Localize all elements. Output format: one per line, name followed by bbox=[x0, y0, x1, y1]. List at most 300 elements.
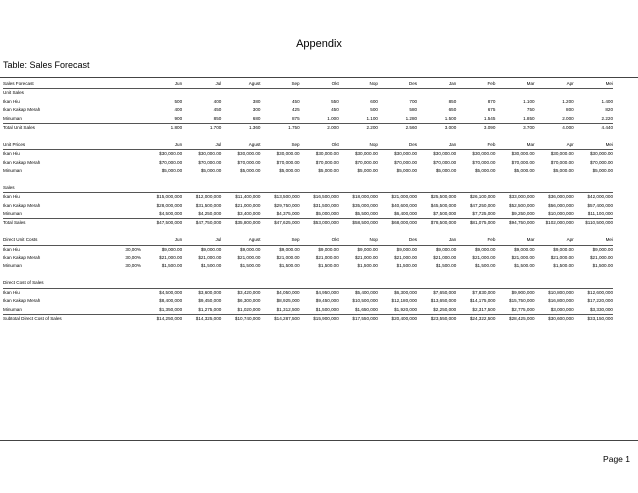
value-cell: $3,400,000 bbox=[237, 211, 261, 217]
month-header: Nop bbox=[339, 236, 378, 245]
month-header bbox=[535, 279, 574, 288]
month-header: Feb bbox=[456, 236, 495, 245]
section-title: Sales bbox=[3, 184, 103, 193]
value-cell: $5,000.00 bbox=[435, 168, 457, 174]
total-value-cell: $28,425,000 bbox=[495, 314, 534, 323]
total-value-cell: $14,325,000 bbox=[182, 314, 221, 323]
value-cell: $9,000.00 bbox=[514, 246, 535, 252]
value-cell: $5,000.00 bbox=[474, 168, 496, 174]
month-header: Okt bbox=[300, 141, 339, 150]
total-value-cell: $33,150,000 bbox=[574, 314, 613, 323]
value-cell: $3,000,000 bbox=[550, 306, 574, 312]
sales-forecast-table bbox=[3, 80, 613, 323]
value-cell: $7,500,000 bbox=[433, 211, 457, 217]
value-cell: 650 bbox=[448, 107, 457, 113]
value-cell: $21,000,000 bbox=[391, 194, 418, 200]
value-cell: $13,650,000 bbox=[430, 298, 457, 304]
total-value-cell: $14,287,500 bbox=[260, 314, 299, 323]
section-subheader-row bbox=[3, 89, 613, 98]
value-cell: $9,000.00 bbox=[553, 246, 574, 252]
value-cell: $30,000.00 bbox=[354, 151, 378, 157]
value-cell: $29,750,000 bbox=[274, 202, 300, 208]
row-label: Minuman bbox=[3, 263, 22, 269]
month-header: Okt bbox=[300, 80, 339, 89]
row-percent bbox=[103, 202, 143, 210]
spacer-cell bbox=[3, 228, 613, 236]
total-value-cell: $58,500,000 bbox=[339, 219, 378, 228]
month-header: Apr bbox=[535, 141, 574, 150]
month-header bbox=[221, 279, 260, 288]
value-cell: $1,500.00 bbox=[514, 263, 535, 269]
month-header: Jan bbox=[417, 80, 456, 89]
value-cell: $5,000.00 bbox=[514, 168, 535, 174]
value-cell: $3,600,000 bbox=[198, 289, 222, 295]
month-header bbox=[456, 279, 495, 288]
row-percent: 30,00% bbox=[125, 263, 141, 269]
value-cell: 675 bbox=[487, 107, 496, 113]
value-cell: $1,500.00 bbox=[474, 263, 496, 269]
value-cell: $21,000.00 bbox=[511, 255, 535, 261]
month-header: Mei bbox=[574, 80, 613, 89]
total-value-cell: $10,740,000 bbox=[221, 314, 260, 323]
value-cell: 450 bbox=[331, 107, 339, 113]
section-pct-header bbox=[103, 141, 143, 150]
total-value-cell: 1.750 bbox=[260, 124, 299, 133]
total-value-cell: $47,625,000 bbox=[260, 219, 299, 228]
row-label: Ikan Hiu bbox=[3, 151, 20, 157]
value-cell: $5,000.00 bbox=[357, 168, 378, 174]
row-percent bbox=[103, 115, 143, 124]
row-percent bbox=[103, 150, 143, 159]
table-row bbox=[3, 245, 613, 254]
row-percent: 30,00% bbox=[125, 246, 141, 252]
value-cell: 1.000 bbox=[327, 115, 339, 121]
value-cell: 870 bbox=[487, 98, 496, 104]
value-cell: $1,500.00 bbox=[396, 263, 418, 269]
value-cell: $12,000,000 bbox=[195, 194, 222, 200]
value-cell: 1.100 bbox=[523, 98, 535, 104]
row-label: Ikan Hiu bbox=[3, 246, 20, 252]
row-percent bbox=[103, 159, 143, 167]
spacer-row bbox=[3, 132, 613, 140]
table-row bbox=[3, 106, 613, 114]
value-cell: $1,312,500 bbox=[276, 306, 300, 312]
value-cell: $21,000.00 bbox=[354, 255, 378, 261]
total-value-cell: $94,750,000 bbox=[495, 219, 534, 228]
section-title: Unit Prices bbox=[3, 141, 103, 150]
value-cell: $1,500.00 bbox=[318, 263, 339, 269]
total-value-cell: 2.200 bbox=[339, 124, 378, 133]
total-row bbox=[3, 219, 613, 228]
value-cell: $70,000.00 bbox=[354, 159, 378, 165]
value-cell: $1,500.00 bbox=[161, 263, 183, 269]
section-header-row bbox=[3, 80, 613, 89]
sheet-bottom-rule bbox=[0, 440, 638, 441]
row-percent bbox=[103, 98, 143, 106]
value-cell: $9,450,000 bbox=[315, 298, 339, 304]
value-cell: $33,000,000 bbox=[509, 194, 535, 200]
value-cell: 380 bbox=[252, 98, 261, 104]
value-cell: $10,800,000 bbox=[548, 289, 574, 295]
value-cell: $26,100,000 bbox=[469, 194, 496, 200]
value-cell: $2,317,500 bbox=[472, 306, 496, 312]
total-value-cell: 4.440 bbox=[574, 124, 613, 133]
value-cell: $21,000.00 bbox=[472, 255, 496, 261]
row-label: Minuman bbox=[3, 306, 22, 312]
table-row bbox=[3, 98, 613, 106]
table-row bbox=[3, 193, 613, 202]
total-value-cell: $68,000,000 bbox=[378, 219, 417, 228]
row-percent bbox=[103, 297, 143, 305]
total-value-cell: 1.700 bbox=[182, 124, 221, 133]
value-cell: 580 bbox=[409, 107, 418, 113]
value-cell: $16,800,000 bbox=[548, 298, 574, 304]
total-value-cell: $14,250,000 bbox=[143, 314, 182, 323]
value-cell: $30,000.00 bbox=[159, 151, 183, 157]
value-cell: $9,000.00 bbox=[396, 246, 418, 252]
value-cell: $10,000,000 bbox=[548, 211, 574, 217]
value-cell: 1.200 bbox=[562, 98, 574, 104]
section-header-row bbox=[3, 141, 613, 150]
month-header bbox=[339, 184, 378, 193]
value-cell: $70,000.00 bbox=[433, 159, 457, 165]
value-cell: $7,830,000 bbox=[472, 289, 496, 295]
value-cell: $4,500,000 bbox=[159, 211, 183, 217]
value-cell: $2,775,000 bbox=[511, 306, 535, 312]
row-label: Minuman bbox=[3, 115, 22, 121]
value-cell: $31,500,000 bbox=[195, 202, 222, 208]
sheet-top-rule bbox=[0, 77, 638, 78]
total-pct bbox=[103, 314, 143, 323]
section-pct-header bbox=[103, 184, 143, 193]
spacer-cell bbox=[3, 132, 613, 140]
value-cell: $70,000.00 bbox=[472, 159, 496, 165]
table-row bbox=[3, 202, 613, 210]
month-header bbox=[221, 184, 260, 193]
value-cell: 400 bbox=[174, 107, 183, 113]
table-title: Table: Sales Forecast bbox=[3, 60, 90, 70]
month-header bbox=[143, 184, 182, 193]
month-header bbox=[378, 279, 417, 288]
value-cell: $56,000,000 bbox=[548, 202, 574, 208]
month-header: Okt bbox=[300, 236, 339, 245]
row-label: Ikan Kakap Merah bbox=[3, 255, 41, 261]
document-title: Appendix bbox=[296, 38, 342, 50]
value-cell: $5,400,000 bbox=[354, 289, 378, 295]
row-label: Ikan Kakap Merah bbox=[3, 107, 41, 113]
value-cell: $40,600,000 bbox=[391, 202, 418, 208]
month-header bbox=[535, 184, 574, 193]
row-percent: 30,00% bbox=[125, 255, 141, 261]
value-cell: 500 bbox=[174, 98, 183, 104]
value-cell: $30,000.00 bbox=[315, 151, 339, 157]
table-row bbox=[3, 288, 613, 297]
row-label: Minuman bbox=[3, 168, 22, 174]
value-cell: $5,000.00 bbox=[200, 168, 222, 174]
month-header: Mar bbox=[495, 141, 534, 150]
row-label: Ikan Hiu bbox=[3, 98, 20, 104]
page-number: Page 1 bbox=[603, 454, 630, 464]
month-header bbox=[260, 279, 299, 288]
section-header-row bbox=[3, 236, 613, 245]
value-cell: $35,000,000 bbox=[352, 202, 378, 208]
value-cell: $5,000.00 bbox=[592, 168, 613, 174]
value-cell: 500 bbox=[370, 107, 378, 113]
month-header: Sep bbox=[260, 236, 299, 245]
value-cell: $4,050,000 bbox=[276, 289, 300, 295]
row-percent bbox=[103, 210, 143, 219]
value-cell: $21,000.00 bbox=[590, 255, 613, 261]
section-title: Sales Forecast bbox=[3, 80, 103, 89]
value-cell: $30,000.00 bbox=[511, 151, 535, 157]
value-cell: $2,250,000 bbox=[433, 306, 457, 312]
spacer-row bbox=[3, 228, 613, 236]
table-row bbox=[3, 167, 613, 175]
month-header bbox=[182, 184, 221, 193]
value-cell: $9,000.00 bbox=[357, 246, 378, 252]
month-header: Sep bbox=[260, 80, 299, 89]
value-cell: $17,220,000 bbox=[587, 298, 613, 304]
value-cell: $6,300,000 bbox=[394, 289, 418, 295]
month-header: Agust bbox=[221, 236, 260, 245]
total-value-cell: $47,500,000 bbox=[143, 219, 182, 228]
value-cell: $1,275,000 bbox=[198, 306, 222, 312]
month-header bbox=[495, 184, 534, 193]
table-row bbox=[3, 210, 613, 219]
total-value-cell: $102,000,000 bbox=[535, 219, 574, 228]
value-cell: $6,300,000 bbox=[237, 298, 261, 304]
value-cell: $11,400,000 bbox=[235, 194, 261, 200]
month-header: Agust bbox=[221, 141, 260, 150]
value-cell: 1.545 bbox=[483, 115, 496, 121]
total-value-cell: $47,750,000 bbox=[182, 219, 221, 228]
month-header: Feb bbox=[456, 141, 495, 150]
month-header: Nop bbox=[339, 80, 378, 89]
month-header bbox=[300, 184, 339, 193]
value-cell: $28,000,000 bbox=[156, 202, 183, 208]
month-header bbox=[574, 184, 613, 193]
value-cell: $10,500,000 bbox=[352, 298, 378, 304]
value-cell: $1,020,000 bbox=[237, 306, 261, 312]
month-header: Jan bbox=[417, 236, 456, 245]
value-cell: $30,000.00 bbox=[472, 151, 496, 157]
value-cell: $21,000.00 bbox=[276, 255, 300, 261]
value-cell: $4,950,000 bbox=[315, 289, 339, 295]
value-cell: $1,500.00 bbox=[553, 263, 574, 269]
value-cell: $8,925,000 bbox=[276, 298, 300, 304]
month-header: Des bbox=[378, 141, 417, 150]
value-cell: $70,000.00 bbox=[394, 159, 418, 165]
table-row bbox=[3, 115, 613, 124]
value-cell: 425 bbox=[291, 107, 300, 113]
value-cell: $4,250,000 bbox=[198, 211, 222, 217]
row-label: Ikan Kakap Merah bbox=[3, 159, 41, 165]
month-header: Des bbox=[378, 80, 417, 89]
value-cell: $30,000.00 bbox=[276, 151, 300, 157]
value-cell: 1.850 bbox=[523, 115, 535, 121]
month-header: Agust bbox=[221, 80, 260, 89]
table-row bbox=[3, 150, 613, 159]
month-header: Apr bbox=[535, 80, 574, 89]
section-title: Direct Unit Costs bbox=[3, 236, 103, 245]
total-value-cell: 1.800 bbox=[143, 124, 182, 133]
total-value-cell: 3.000 bbox=[417, 124, 456, 133]
value-cell: $9,000.00 bbox=[474, 246, 496, 252]
value-cell: $5,000.00 bbox=[318, 168, 339, 174]
total-value-cell: $78,500,000 bbox=[417, 219, 456, 228]
total-value-cell: 2.000 bbox=[300, 124, 339, 133]
value-cell: $1,500.00 bbox=[279, 263, 300, 269]
month-header: Jul bbox=[182, 80, 221, 89]
month-header: Feb bbox=[456, 80, 495, 89]
value-cell: $7,725,000 bbox=[472, 211, 496, 217]
value-cell: $21,000.00 bbox=[433, 255, 457, 261]
month-header: Mar bbox=[495, 80, 534, 89]
value-cell: $70,000.00 bbox=[198, 159, 222, 165]
value-cell: 750 bbox=[526, 107, 535, 113]
value-cell: 2.000 bbox=[562, 115, 574, 121]
value-cell: $15,750,000 bbox=[509, 298, 535, 304]
value-cell: $47,250,000 bbox=[469, 202, 496, 208]
value-cell: $5,000.00 bbox=[396, 168, 418, 174]
value-cell: $9,000.00 bbox=[200, 246, 222, 252]
value-cell: $9,000.00 bbox=[318, 246, 339, 252]
value-cell: $1,500.00 bbox=[435, 263, 457, 269]
row-percent bbox=[103, 167, 143, 175]
table-row bbox=[3, 262, 613, 270]
month-header: Nop bbox=[339, 141, 378, 150]
month-header: Jan bbox=[417, 141, 456, 150]
value-cell: $4,500,000 bbox=[159, 289, 183, 295]
value-cell: 400 bbox=[213, 98, 222, 104]
value-cell: 800 bbox=[566, 107, 574, 113]
total-row bbox=[3, 124, 613, 133]
row-label: Ikan Kakap Merah bbox=[3, 298, 41, 304]
value-cell: $25,500,000 bbox=[430, 194, 457, 200]
value-cell: $70,000.00 bbox=[237, 159, 261, 165]
month-header: Mei bbox=[574, 236, 613, 245]
total-label: Subtotal Direct Cost of Sales bbox=[3, 314, 103, 323]
total-value-cell: $20,400,000 bbox=[378, 314, 417, 323]
value-cell: $70,000.00 bbox=[550, 159, 574, 165]
value-cell: $30,000.00 bbox=[237, 151, 261, 157]
value-cell: $3,330,000 bbox=[590, 306, 613, 312]
total-value-cell: $17,550,000 bbox=[339, 314, 378, 323]
value-cell: $15,000,000 bbox=[156, 194, 183, 200]
value-cell: $1,500.00 bbox=[357, 263, 378, 269]
month-header: Jun bbox=[143, 141, 182, 150]
total-value-cell: $35,800,000 bbox=[221, 219, 260, 228]
value-cell: $16,500,000 bbox=[313, 194, 339, 200]
value-cell: $52,500,000 bbox=[509, 202, 535, 208]
value-cell: $30,000.00 bbox=[198, 151, 222, 157]
value-cell: $1,920,000 bbox=[394, 306, 418, 312]
value-cell: $21,000.00 bbox=[198, 255, 222, 261]
value-cell: $1,500,000 bbox=[315, 306, 339, 312]
value-cell: 680 bbox=[252, 115, 261, 121]
value-cell: $1,650,000 bbox=[354, 306, 378, 312]
value-cell: $70,000.00 bbox=[590, 159, 613, 165]
spacer-row bbox=[3, 271, 613, 279]
month-header bbox=[378, 184, 417, 193]
value-cell: $5,000.00 bbox=[240, 168, 261, 174]
value-cell: $11,100,000 bbox=[587, 211, 613, 217]
value-cell: 700 bbox=[409, 98, 418, 104]
value-cell: $5,000.00 bbox=[553, 168, 574, 174]
total-value-cell: $15,900,000 bbox=[300, 314, 339, 323]
value-cell: 2.220 bbox=[601, 115, 613, 121]
value-cell: $1,500.00 bbox=[592, 263, 613, 269]
row-label: Minuman bbox=[3, 211, 22, 217]
value-cell: $12,600,000 bbox=[587, 289, 613, 295]
value-cell: $9,000.00 bbox=[240, 246, 261, 252]
value-cell: $21,000,000 bbox=[234, 202, 261, 208]
row-label: Ikan Hiu bbox=[3, 194, 20, 200]
total-value-cell: 2.560 bbox=[378, 124, 417, 133]
value-cell: 1.100 bbox=[366, 115, 378, 121]
value-cell: 550 bbox=[331, 98, 339, 104]
section-pct-header bbox=[103, 80, 143, 89]
value-cell: $4,375,000 bbox=[276, 211, 300, 217]
month-header: Jul bbox=[182, 141, 221, 150]
value-cell: $45,500,000 bbox=[430, 202, 457, 208]
total-value-cell: $23,550,000 bbox=[417, 314, 456, 323]
value-cell: $21,000.00 bbox=[315, 255, 339, 261]
value-cell: $6,400,000 bbox=[394, 211, 418, 217]
row-percent bbox=[103, 306, 143, 315]
value-cell: 1.280 bbox=[405, 115, 418, 121]
section-subtitle: Unit Sales bbox=[3, 90, 24, 96]
month-header: Des bbox=[378, 236, 417, 245]
value-cell: $1,500.00 bbox=[200, 263, 222, 269]
section-pct-header bbox=[103, 279, 143, 288]
value-cell: 300 bbox=[252, 107, 261, 113]
value-cell: $30,000.00 bbox=[550, 151, 574, 157]
value-cell: 900 bbox=[174, 115, 183, 121]
value-cell: $7,650,000 bbox=[433, 289, 457, 295]
month-header bbox=[456, 184, 495, 193]
total-value-cell: $24,322,500 bbox=[456, 314, 495, 323]
value-cell: $57,400,000 bbox=[587, 202, 613, 208]
section-header-row bbox=[3, 184, 613, 193]
section-pct-header bbox=[103, 236, 143, 245]
spacer-row bbox=[3, 175, 613, 183]
month-header: Sep bbox=[260, 141, 299, 150]
value-cell: $9,450,000 bbox=[198, 298, 222, 304]
row-label: Ikan Kakap Merah bbox=[3, 202, 41, 208]
month-header bbox=[417, 184, 456, 193]
total-pct bbox=[103, 124, 143, 133]
value-cell: $9,000.00 bbox=[592, 246, 613, 252]
value-cell: $1,350,000 bbox=[159, 306, 183, 312]
value-cell: 820 bbox=[605, 107, 613, 113]
row-label: Ikan Hiu bbox=[3, 289, 20, 295]
row-percent bbox=[103, 193, 143, 202]
value-cell: $9,900,000 bbox=[511, 289, 535, 295]
total-value-cell: $53,000,000 bbox=[300, 219, 339, 228]
value-cell: $21,000.00 bbox=[237, 255, 261, 261]
value-cell: $5,500,000 bbox=[354, 211, 378, 217]
month-header bbox=[495, 279, 534, 288]
total-value-cell: $30,600,000 bbox=[535, 314, 574, 323]
sales-forecast-table-body bbox=[3, 80, 613, 323]
value-cell: $18,000,000 bbox=[352, 194, 378, 200]
value-cell: $21,000.00 bbox=[550, 255, 574, 261]
value-cell: $70,000.00 bbox=[159, 159, 183, 165]
value-cell: $21,000.00 bbox=[159, 255, 183, 261]
month-header bbox=[143, 279, 182, 288]
month-header: Apr bbox=[535, 236, 574, 245]
